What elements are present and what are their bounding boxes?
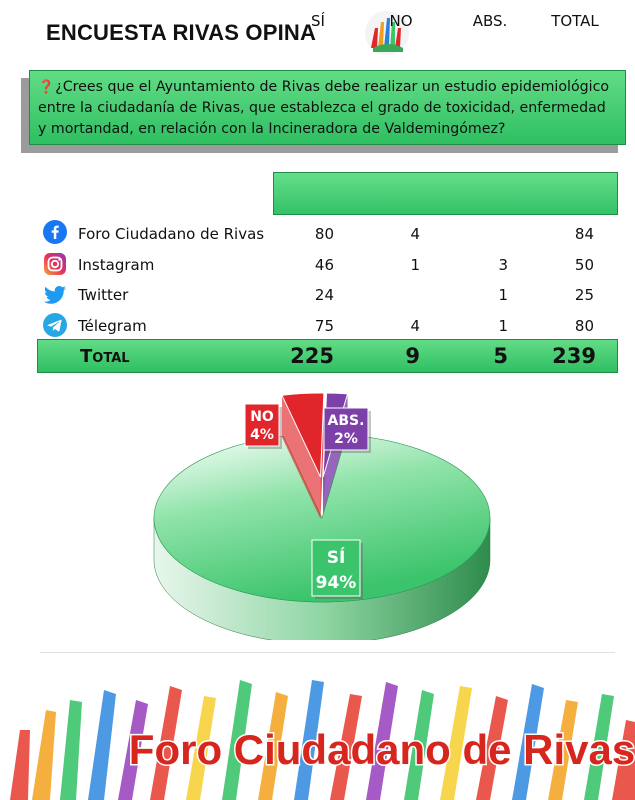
cell-twitter-si: 24 — [314, 286, 334, 304]
total-si: 225 — [290, 344, 334, 368]
table-header — [273, 172, 618, 215]
cell-foro-si: 80 — [314, 225, 334, 243]
cell-twitter-total: 25 — [574, 286, 594, 304]
cell-foro-total: 84 — [574, 225, 594, 243]
cell-instagram-abs: 3 — [498, 256, 508, 274]
row-name-telegram: Télegram — [78, 317, 147, 335]
cell-twitter-abs: 1 — [498, 286, 508, 304]
footer-banner — [0, 660, 635, 800]
divider — [40, 652, 615, 653]
pie-label-si — [312, 540, 363, 599]
cell-foro-no: 4 — [410, 225, 420, 243]
row-name-foro: Foro Ciudadano de Rivas — [78, 225, 265, 243]
row-name-twitter: Twitter — [78, 286, 129, 304]
pie-label-value: 4% — [250, 427, 274, 443]
question-text: ¿Crees que el Ayuntamiento de Rivas debe realizar un estudio epidemiológico entre la ciudadanía de Rivas, que establezca el grado de toxicidad, enfermedad y mortandad, en relación con la Incineradora de Valdemingómez? — [38, 79, 610, 137]
facebook-icon — [43, 220, 67, 244]
pie-label-value: 94% — [315, 573, 357, 593]
cell-telegram-no: 4 — [410, 317, 420, 335]
total-total: 239 — [552, 344, 596, 368]
question-box — [29, 70, 626, 145]
instagram-icon — [43, 252, 67, 276]
cell-instagram-no: 1 — [410, 256, 420, 274]
total-abs: 5 — [493, 344, 508, 368]
cell-telegram-abs: 1 — [498, 317, 508, 335]
cell-instagram-si: 46 — [314, 256, 334, 274]
total-label: Total — [80, 346, 130, 367]
pie-label-name: ABS. — [327, 413, 365, 429]
cell-telegram-total: 80 — [574, 317, 594, 335]
total-no: 9 — [405, 344, 420, 368]
column-header-no: NO — [389, 12, 413, 30]
cell-instagram-total: 50 — [574, 256, 594, 274]
column-header-si: SÍ — [311, 12, 325, 30]
pie-label-no — [245, 404, 282, 449]
cell-telegram-si: 75 — [314, 317, 334, 335]
page-title: ENCUESTA RIVAS OPINA — [46, 20, 317, 45]
pie-label-value: 2% — [334, 431, 358, 447]
pie-label-name: SÍ — [326, 548, 346, 568]
twitter-icon — [43, 283, 67, 307]
column-header-total: TOTAL — [551, 12, 599, 30]
pie-label-name: NO — [250, 409, 274, 425]
pie-label-abs — [324, 408, 371, 453]
question-icon: ❓ — [38, 80, 55, 95]
banner-text: Foro Ciudadano de Rivas — [128, 726, 635, 773]
pie-chart — [150, 378, 520, 640]
telegram-icon — [43, 313, 67, 337]
column-header-abs: ABS. — [472, 12, 508, 30]
row-name-instagram: Instagram — [78, 256, 155, 274]
